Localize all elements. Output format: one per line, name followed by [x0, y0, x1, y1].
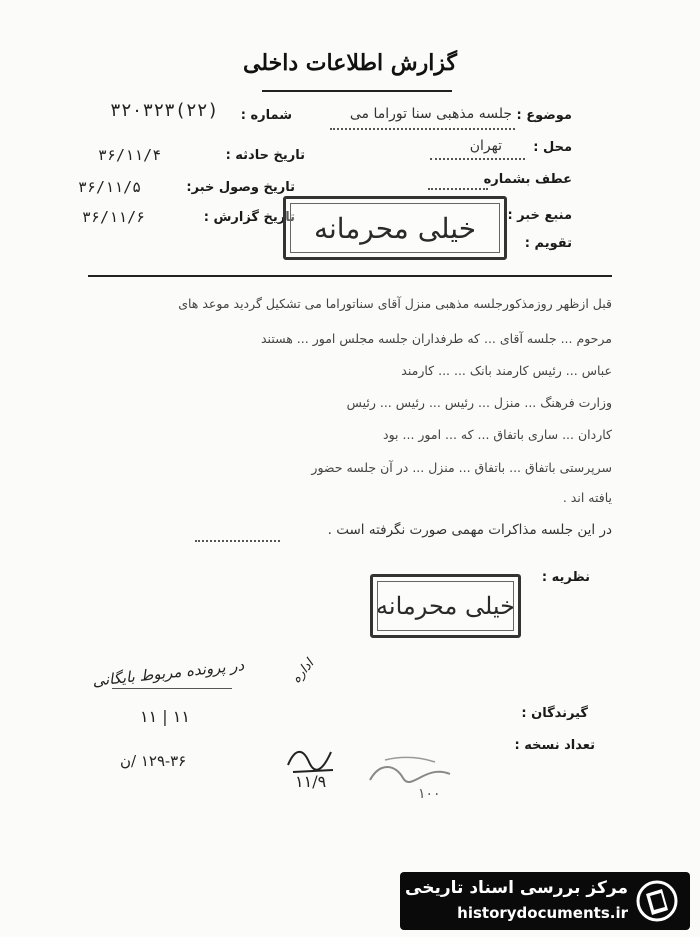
subject-label: موضوع :	[516, 108, 572, 123]
receipt-date-label: تاریخ وصول خبر:	[186, 180, 295, 195]
archive-logo-icon	[636, 880, 678, 922]
title-underline	[262, 90, 452, 92]
header-divider	[88, 275, 612, 277]
number-label: شماره :	[240, 108, 292, 123]
archive-watermark	[400, 872, 690, 930]
handwritten-reference-number: ۱۲۹-۳۶ /ن	[120, 752, 187, 770]
body-line-7: یافته اند .	[562, 490, 612, 505]
location-underline	[430, 158, 525, 160]
copies-label: تعداد نسخه :	[514, 738, 595, 753]
opinion-label: نظریه :	[541, 570, 590, 585]
body-line-6: سرپرستی باتفاق ... باتفاق ... منزل ... در آن جلسه حضور	[311, 460, 612, 475]
location-label: محل :	[533, 140, 572, 155]
body-line-2: مرحوم ... جلسه آقای ... که طرفداران جلسه مجلس امور ... هستند	[260, 331, 612, 346]
classification-stamp-top: خیلی محرمانه	[283, 196, 507, 260]
handwritten-note-underline	[112, 688, 232, 689]
document-title: گزارش اطلاعات داخلی	[243, 50, 457, 76]
receipt-date-value: ۳۶/۱۱/۵	[78, 178, 142, 196]
archive-url: historydocuments.ir	[457, 904, 628, 922]
report-date-value: ۳۶/۱۱/۶	[82, 208, 146, 226]
source-label: منبع خبر :	[507, 208, 572, 223]
number-value: ۳۲۰۳۲۳(۲۲)	[110, 100, 219, 121]
reference-label: عطف بشماره	[483, 172, 572, 187]
body-line-4: وزارت فرهنگ ... منزل ... رئیس ... رئیس ... رئیس	[346, 395, 612, 410]
location-value: تهران	[469, 138, 502, 154]
handwritten-signature-date: ۱۱/۹	[295, 772, 327, 791]
recipients-label: گیرندگان :	[521, 706, 588, 721]
body-line-5: کاردان ... ساری باتفاق ... که ... امور ... بود	[383, 427, 612, 442]
handwritten-archive-note: در پرونده مربوط بایگانی	[91, 656, 245, 690]
faint-stamp-scribble-icon	[365, 752, 455, 792]
report-date-label: تاریخ گزارش :	[203, 210, 295, 225]
subject-value: جلسه مذهبی سنا توراما می	[349, 106, 512, 122]
reference-underline	[428, 188, 488, 190]
closing-line: در این جلسه مذاکرات مهمی صورت نگرفته است .	[327, 522, 612, 538]
handwritten-date: ۱۱ | ۱۱	[140, 707, 190, 726]
body-line-1: قبل ازظهر روزمذکورجلسه مذهبی منزل آقای سناتوراما می تشکیل گردید موعد های	[178, 296, 612, 311]
body-line-3: عباس ... رئیس کارمند بانک ... ... کارمند	[401, 363, 612, 378]
signature-scribble-icon	[283, 740, 343, 780]
classification-stamp-bottom: خیلی محرمانه	[370, 574, 521, 638]
handwritten-copy-count: ۱۰۰	[418, 786, 441, 802]
closing-underline	[195, 540, 280, 542]
archive-org-name: مرکز بررسی اسناد تاریخی	[405, 878, 628, 898]
handwritten-signature: اداره	[288, 656, 318, 687]
incident-date-label: تاریخ حادثه :	[225, 148, 305, 163]
incident-date-value: ۳۶/۱۱/۴	[98, 146, 162, 164]
subject-underline	[330, 128, 515, 130]
evaluation-label: تقویم :	[524, 236, 572, 251]
